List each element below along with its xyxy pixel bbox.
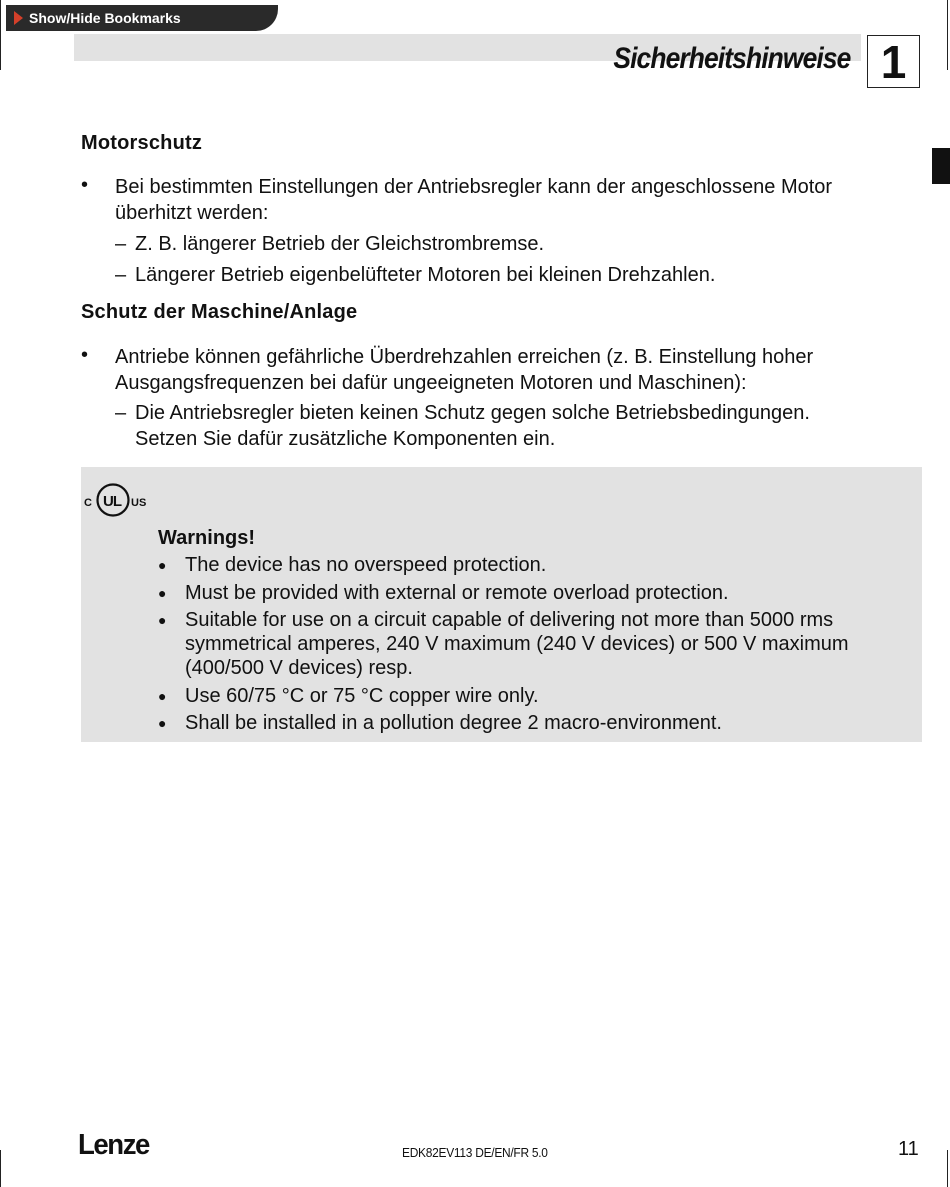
warning-item xyxy=(158,553,903,577)
crop-mark-bottom-right xyxy=(947,1150,948,1187)
dash-item: Die Antriebsregler bieten keinen Schutz gegen solche Betriebsbedingungen. xyxy=(135,402,810,424)
bullet-icon: ● xyxy=(158,612,167,628)
dash-item: Z. B. längerer Betrieb der Gleichstrombremse. xyxy=(135,233,545,255)
dash-item: Längerer Betrieb eigenbelüfteter Motoren bei kleinen Drehzahlen. xyxy=(135,264,716,286)
bullet-icon: • xyxy=(81,174,89,196)
warning-text: Use 60/75 °C or 75 °C copper wire only. xyxy=(185,684,539,707)
paragraph-line: überhitzt werden: xyxy=(115,202,269,224)
paragraph-line: Ausgangsfrequenzen bei dafür ungeeigneten Motoren und Maschinen): xyxy=(115,372,747,394)
warning-item xyxy=(158,684,903,708)
crop-mark-bottom-left xyxy=(0,1150,1,1187)
dash-icon: – xyxy=(115,233,127,255)
chapter-number-box: 1 xyxy=(867,35,920,88)
bullet-icon: ● xyxy=(158,584,167,601)
section-heading-motorschutz: Motorschutz xyxy=(81,132,203,154)
warning-item xyxy=(158,711,903,735)
warnings-title: Warnings! xyxy=(158,527,256,549)
page-number: 11 xyxy=(898,1138,919,1160)
dash-item-continuation: Setzen Sie dafür zusätzliche Komponenten ein. xyxy=(135,428,556,450)
show-hide-bookmarks-button[interactable] xyxy=(6,5,278,31)
triangle-right-icon xyxy=(14,11,23,25)
warning-text: Must be provided with external or remote overload protection. xyxy=(185,581,729,604)
show-hide-bookmarks-label: Show/Hide Bookmarks xyxy=(29,10,181,26)
crop-mark-top-left xyxy=(0,0,1,70)
paragraph-line: Bei bestimmten Einstellungen der Antriebsregler kann der angeschlossene Motor xyxy=(115,176,833,198)
bullet-icon: ● xyxy=(158,687,167,704)
document-id: EDK82EV113 DE/EN/FR 5.0 xyxy=(402,1145,548,1160)
page-title: Sicherheitshinweise xyxy=(612,42,850,75)
cul-c-letter: C xyxy=(84,497,92,509)
warning-text: Suitable for use on a circuit capable of delivering not more than 5000 rms symmetrical amperes, 240 V maximum (240 V devices) or 500 V maximum (400/500 V devices) resp. xyxy=(185,609,849,679)
warning-item xyxy=(158,581,903,605)
dash-icon: – xyxy=(115,402,127,424)
warning-item xyxy=(158,608,903,680)
paragraph-line: Antriebe können gefährliche Überdrehzahlen erreichen (z. B. Einstellung hoher xyxy=(115,346,814,368)
warning-text: The device has no overspeed protection. xyxy=(185,554,547,576)
dash-icon: – xyxy=(115,264,127,286)
warnings-list xyxy=(158,553,903,739)
warning-text: Shall be installed in a pollution degree 2 macro-environment. xyxy=(185,712,722,734)
bullet-icon: ● xyxy=(158,557,167,573)
crop-mark-top-right xyxy=(947,0,948,70)
chapter-side-marker xyxy=(932,148,950,184)
section-heading-schutz-maschine: Schutz der Maschine/Anlage xyxy=(81,301,358,323)
bullet-icon: ● xyxy=(158,715,167,731)
bullet-icon: • xyxy=(81,344,89,366)
cul-us-certification-logo xyxy=(84,482,148,518)
ul-letters: UL xyxy=(103,493,121,510)
cul-us-letters: US xyxy=(131,497,147,509)
lenze-logo: Lenze xyxy=(78,1129,149,1161)
